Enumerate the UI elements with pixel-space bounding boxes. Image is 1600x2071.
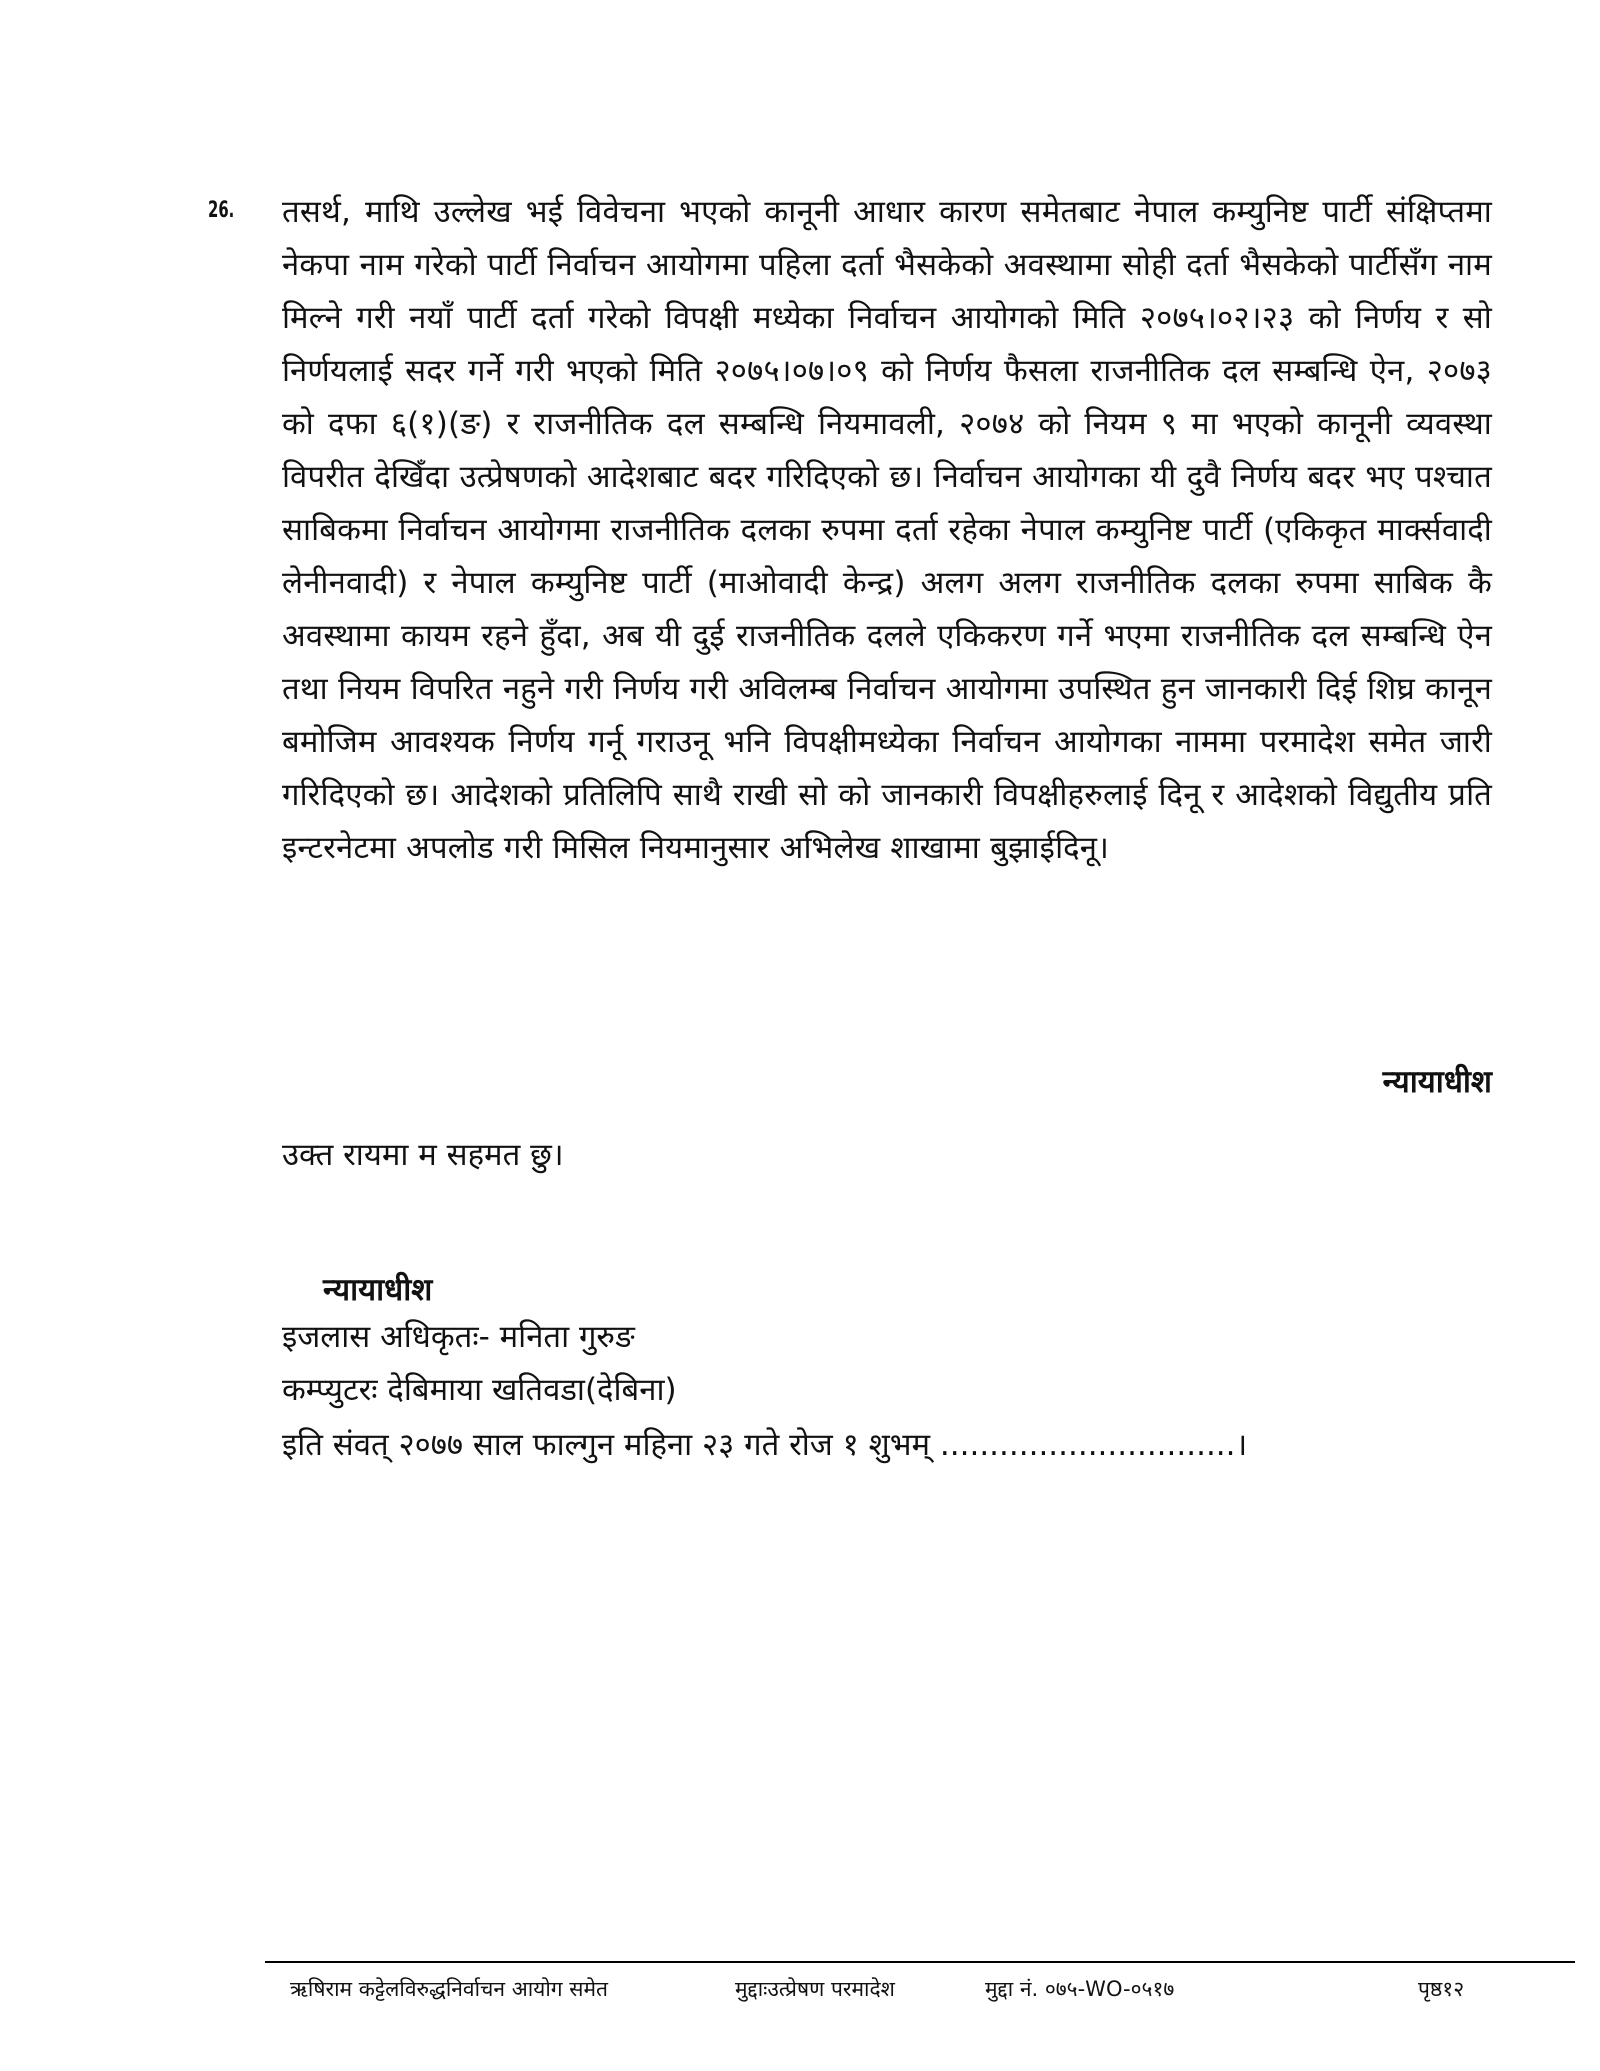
court-officer-line: इजलास अधिकृतः- मनिता गुरुङ [282, 1319, 635, 1355]
footer-case-number: मुद्दा नं. ०७५-WO-०५१७ [985, 1977, 1175, 2001]
judge-signature-left: न्यायाधीश [323, 1272, 433, 1308]
footer-case-parties: ऋषिराम कट्टेलविरुद्धनिर्वाचन आयोग समेत [290, 1977, 609, 2001]
footer-case-subject: मुद्दाःउत्प्रेषण परमादेश [735, 1977, 895, 2001]
paragraph-number: 26. [208, 198, 235, 223]
judgment-paragraph: तसर्थ, माथि उल्लेख भई विवेचना भएको कानूनी आधार कारण समेतबाट नेपाल कम्युनिष्ट पार्टी संक्षिप्तमा नेकपा नाम गरेको पार्टी निर्वाचन आयोगमा पहिला दर्ता भैसकेको अवस्थामा सोही दर्ता भैसकेको पार्टीसँग नाम मिल्ने गरी नयाँ पार्टी दर्ता गरेको विपक्षी मध्येका निर्वाचन आयोगको मिति २०७५।०२।२३ को निर्णय र सो निर्णयलाई सदर गर्ने गरी भएको मिति २०७५।०७।०९ को निर्णय फैसला राजनीतिक दल सम्बन्धि ऐन, २०७३ को दफा ६(१)(ङ) र राजनीतिक दल सम्बन्धि नियमावली, २०७४ को नियम ९ मा भएको कानूनी व्यवस्था विपरीत देखिँदा उत्प्रेषणको आदेशबाट बदर गरिदिएको छ। निर्वाचन आयोगका यी दुवै निर्णय बदर भए पश्चात साबिकमा निर्वाचन आयोगमा राजनीतिक दलका रुपमा दर्ता रहेका नेपाल कम्युनिष्ट पार्टी (एकिकृत मार्क्सवादी लेनीनवादी) र नेपाल कम्युनिष्ट पार्टी (माओवादी केन्द्र) अलग अलग राजनीतिक दलका रुपमा साबिक कै अवस्थामा कायम रहने हुँदा, अब यी दुई राजनीतिक दलले एकिकरण गर्ने भएमा राजनीतिक दल सम्बन्धि ऐन तथा नियम विपरित नहुने गरी निर्णय गरी अविलम्ब निर्वाचन आयोगमा उपस्थित हुन जानकारी दिई शिघ्र कानून बमोजिम आवश्यक निर्णय गर्नू गराउनू भनि विपक्षीमध्येका निर्वाचन आयोगका नाममा परमादेश समेत जारी गरिदिएको छ। आदेशको प्रतिलिपि साथै राखी सो को जानकारी विपक्षीहरुलाई दिनू र आदेशको विद्युतीय प्रति इन्टरनेटमा अपलोड गरी मिसिल नियमानुसार अभिलेख शाखामा बुझाईदिनू। [282, 194, 1492, 866]
computer-operator-line: कम्प्युटरः देबिमाया खतिवडा(देबिना) [282, 1372, 677, 1408]
date-line: इति संवत् २०७७ साल फाल्गुन महिना २३ गते रोज १ शुभम् ..............................। [282, 1427, 1248, 1463]
footer-divider [265, 1961, 1575, 1963]
footer-page-number: पृष्ठ१२ [1418, 1977, 1465, 2001]
judge-signature-right: न्यायाधीश [1382, 1064, 1492, 1100]
concurrence-statement: उक्त रायमा म सहमत छु। [282, 1137, 564, 1173]
